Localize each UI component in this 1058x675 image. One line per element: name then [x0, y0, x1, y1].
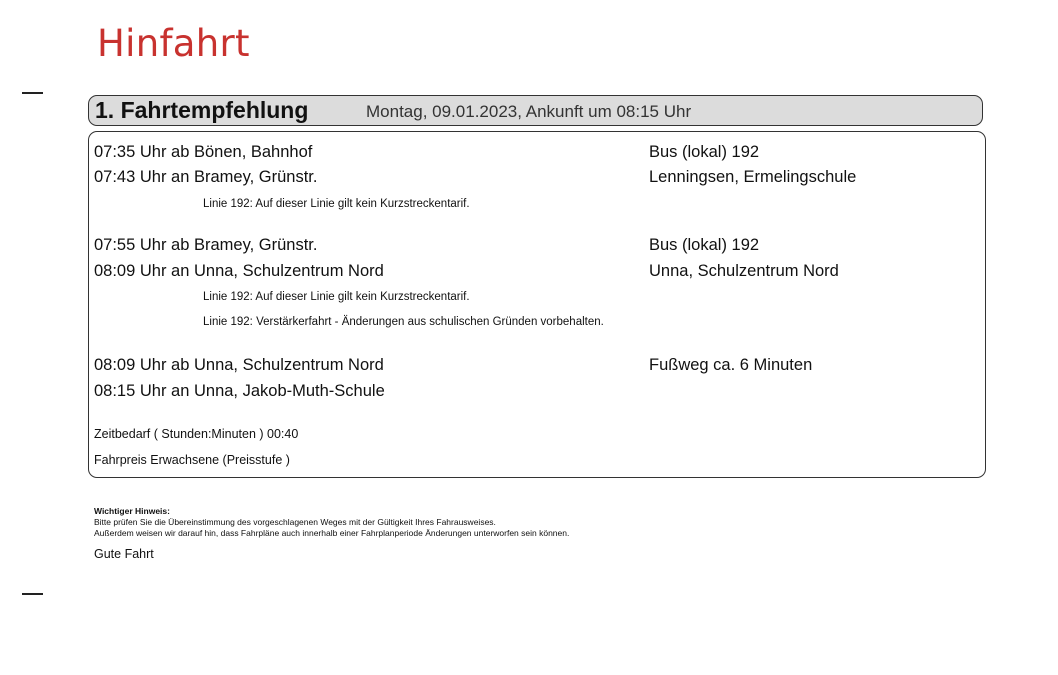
segment-1-note-1: Linie 192: Auf dieser Linie gilt kein Kurzstreckentarif. [203, 198, 470, 210]
margin-mark-top [22, 92, 43, 94]
duration-info: Zeitbedarf ( Stunden:Minuten ) 00:40 [94, 427, 299, 441]
segment-2-direction: Unna, Schulzentrum Nord [649, 262, 839, 280]
segment-2-mode: Bus (lokal) 192 [649, 236, 760, 254]
segment-2-departure: 07:55 Uhr ab Bramey, Grünstr. [94, 236, 318, 254]
margin-mark-bottom [22, 593, 43, 595]
hint-line-1: Bitte prüfen Sie die Übereinstimmung des vorgeschlagenen Weges mit der Gültigkeit Ihres Fahrausweises. [94, 517, 496, 527]
closing-text: Gute Fahrt [94, 547, 154, 561]
segment-1-arrival: 07:43 Uhr an Bramey, Grünstr. [94, 168, 318, 186]
segment-3-arrival: 08:15 Uhr an Unna, Jakob-Muth-Schule [94, 382, 385, 400]
segment-3-departure: 08:09 Uhr ab Unna, Schulzentrum Nord [94, 356, 384, 374]
segment-3-mode: Fußweg ca. 6 Minuten [649, 356, 813, 374]
recommendation-header [88, 95, 983, 126]
segment-2-note-1: Linie 192: Auf dieser Linie gilt kein Kurzstreckentarif. [203, 291, 470, 303]
hint-heading: Wichtiger Hinweis: [94, 506, 170, 516]
recommendation-title: 1. Fahrtempfehlung [95, 97, 309, 123]
fare-info: Fahrpreis Erwachsene (Preisstufe ) [94, 453, 290, 467]
hint-line-2: Außerdem weisen wir darauf hin, dass Fahrpläne auch innerhalb einer Fahrplanperiode Änderungen unterworfen sein können. [94, 528, 570, 538]
segment-2-note-2: Linie 192: Verstärkerfahrt - Änderungen aus schulischen Gründen vorbehalten. [203, 316, 604, 328]
segment-1-mode: Bus (lokal) 192 [649, 143, 760, 161]
recommendation-date: Montag, 09.01.2023, Ankunft um 08:15 Uhr [366, 102, 692, 121]
segment-1-departure: 07:35 Uhr ab Bönen, Bahnhof [94, 143, 313, 161]
segment-2-arrival: 08:09 Uhr an Unna, Schulzentrum Nord [94, 262, 384, 280]
segment-1-direction: Lenningsen, Ermelingschule [649, 168, 857, 186]
page-title: Hinfahrt [97, 22, 250, 65]
